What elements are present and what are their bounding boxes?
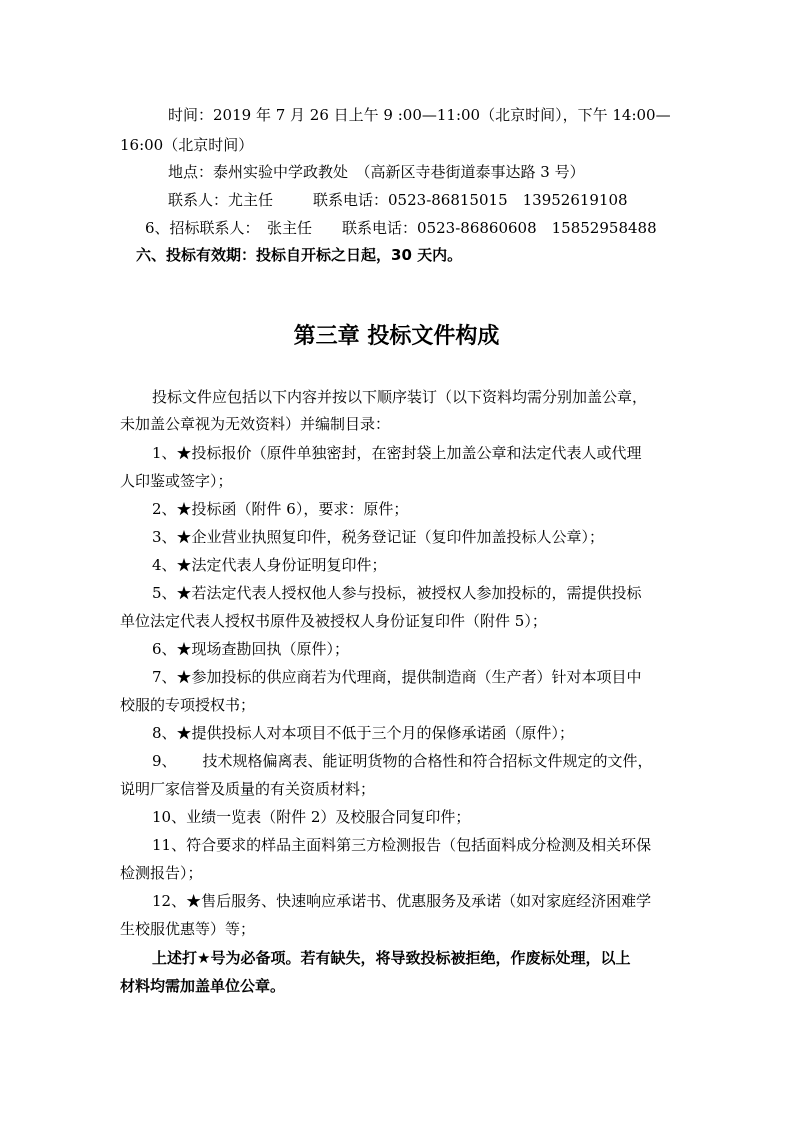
item-9-text: 技术规格偏离表、能证明货物的合格性和符合招标文件规定的文件， bbox=[202, 752, 653, 770]
chapter-title: 第三章 投标文件构成 bbox=[293, 324, 500, 349]
mandatory-note-line-1: 上述打★号为必备项。若有缺失，将导致投标被拒绝，作废标处理，以上 bbox=[152, 949, 631, 967]
item-7-line-1: 7、★参加投标的供应商若为代理商，提供制造商（生产者）针对本项目中 bbox=[152, 668, 642, 686]
item-11-line-2: 检测报告）； bbox=[120, 864, 203, 882]
item-9-line-2: 说明厂家信誉及质量的有关资质材料； bbox=[120, 780, 376, 798]
item-12-line-1: 12、★售后服务、快速响应承诺书、优惠服务及承诺（如对家庭经济困难学 bbox=[152, 892, 652, 910]
item-6: 6、★现场查勘回执（原件）； bbox=[152, 640, 350, 658]
item-5-line-1: 5、★若法定代表人授权他人参与投标，被授权人参加投标的，需提供投标 bbox=[152, 584, 642, 602]
tender-contact-line bbox=[145, 218, 657, 238]
item-5-line-2: 单位法定代表人授权书原件及被授权人身份证复印件（附件 5）； bbox=[120, 612, 547, 630]
contact-line bbox=[168, 190, 628, 210]
bid-validity: 六、投标有效期：投标自开标之日起，30 天内。 bbox=[136, 246, 463, 264]
contact-label: 联系人：尤主任 bbox=[168, 191, 274, 209]
item-7-line-2: 校服的专项授权书； bbox=[120, 696, 256, 714]
time-line-2: 16:00（北京时间） bbox=[120, 136, 254, 154]
item-2: 2、★投标函（附件 6），要求：原件； bbox=[152, 500, 409, 518]
contact-phone: 联系电话：0523-86815015 13952619108 bbox=[313, 191, 628, 209]
tender-contact-phone: 联系电话：0523-86860608 15852958488 bbox=[342, 219, 657, 237]
item-9-line-1 bbox=[152, 751, 653, 771]
intro-line-1: 投标文件应包括以下内容并按以下顺序装订（以下资料均需分别加盖公章， bbox=[152, 388, 648, 406]
item-1-line-1: 1、★投标报价（原件单独密封，在密封袋上加盖公章和法定代表人或代理 bbox=[152, 444, 642, 462]
intro-line-2: 未加盖公章视为无效资料）并编制目录： bbox=[120, 415, 391, 433]
time-line-1: 时间：2019 年 7 月 26 日上午 9 :00—11:00（北京时间），下午 14:00— bbox=[168, 106, 671, 124]
location-line: 地点：泰州实验中学政教处 （高新区寺巷街道泰事达路 3 号） bbox=[168, 163, 585, 181]
item-8: 8、★提供投标人对本项目不低于三个月的保修承诺函（原件）； bbox=[152, 724, 575, 742]
item-10: 10、业绩一览表（附件 2）及校服合同复印件； bbox=[152, 808, 471, 826]
item-4: 4、★法定代表人身份证明复印件； bbox=[152, 556, 387, 574]
item-1-line-2: 人印鉴或签字）； bbox=[120, 472, 233, 490]
mandatory-note-line-2: 材料均需加盖单位公章。 bbox=[120, 977, 286, 995]
item-3: 3、★企业营业执照复印件，税务登记证（复印件加盖投标人公章）； bbox=[152, 528, 605, 546]
item-12-line-2: 生校服优惠等）等； bbox=[120, 920, 256, 938]
item-9-number: 9、 bbox=[152, 752, 177, 770]
tender-contact-label: 6、招标联系人： 张主任 bbox=[145, 219, 313, 237]
item-11-line-1: 11、符合要求的样品主面料第三方检测报告（包括面料成分检测及相关环保 bbox=[152, 836, 652, 854]
